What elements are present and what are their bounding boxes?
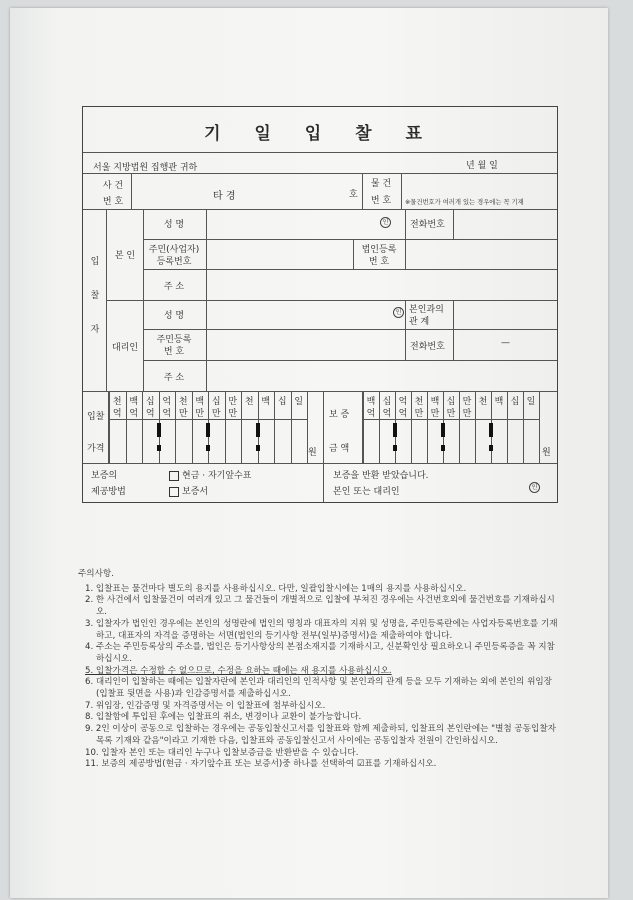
bid-group-separator [206,445,210,451]
corp-label-2: 번 호 [368,257,390,267]
case-label-2: 번 호 [102,197,124,207]
deposit-digit-label: 백 [366,397,376,407]
note-item: 1. 입찰표는 물건마다 별도의 용지를 사용하십시오. 다만, 일괄입찰시에는 1매의 용지를 사용하십시오. [85,583,467,594]
bid-digit-unit: 억 [129,409,139,419]
bid-digit-unit: 만 [195,409,205,419]
method-label-1: 보증의 [91,471,118,481]
note-item: 7. 위임장, 인감증명 및 자격증명서는 이 입찰표에 첨부하십시오. [85,700,326,711]
deposit-digit-cell[interactable] [443,420,459,462]
method-label-2: 제공방법 [91,487,126,497]
address-label: 주 소 [163,282,185,292]
deposit-group-separator [489,423,493,437]
bid-group-separator [157,423,161,437]
method-guarantee-option[interactable]: 보증서 [169,484,208,497]
notes-section [78,569,558,771]
agent-name-label: 성 명 [163,311,185,321]
deposit-digit-label: 십 [446,397,456,407]
deposit-digit-label: 일 [526,397,536,407]
deposit-label-1: 보 증 [329,410,350,420]
deposit-digit-unit: 만 [430,409,440,419]
deposit-group-separator [441,423,445,437]
bid-digit-label: 천 [244,397,254,407]
note-item: 9. 2인 이상이 공동으로 입찰하는 경우에는 공동입찰신고서를 입찰표와 함께 제출하되, 입찰표의 본인란에는 "별첨 공동입찰자목록 기재와 같음"이라고 기재한 다음, 입찰표와 공동입찰신고서 사이에는 공동입찰자 전원이 간인하십시오. [85,724,556,746]
bid-digit-label: 백 [195,397,205,407]
bid-digit-cell[interactable] [258,420,275,462]
bid-digit-label: 천 [178,397,188,407]
bid-digit-unit: 억 [162,409,172,419]
deposit-digit-label: 만 [462,397,472,407]
bid-digit-unit: 만 [211,409,221,419]
bid-digit-label: 천 [112,397,122,407]
signer-seal-icon: 인 [529,482,540,493]
note-item: 5. 입찰가격은 수정할 수 없으므로, 수정을 요하는 때에는 새 용지를 사용하십시오. [85,665,392,676]
method-cash-option[interactable]: 현금 · 자기앞수표 [169,468,251,481]
bid-digit-cell[interactable] [109,420,126,462]
deposit-digit-cell[interactable] [523,420,539,462]
deposit-digit-label: 백 [494,397,504,407]
deposit-digit-unit: 만 [462,409,472,419]
bid-group-separator [206,423,210,437]
note-item: 8. 입찰함에 투입된 후에는 입찰표의 취소, 변경이나 교환이 불가능합니다. [85,712,362,723]
notes-header: 주의사항. [78,569,114,579]
date-line: 년 월 일 [466,161,498,171]
agent-phone-label: 전화번호 [410,342,445,352]
bid-digit-label: 만 [228,397,238,407]
phone-label: 전화번호 [410,220,445,230]
deposit-digit-unit: 억 [398,409,408,419]
form-sheet [10,8,608,898]
cash-checkbox[interactable] [169,471,179,481]
agent-id-label: 주민등록 [156,335,192,345]
item-note: ※물건번호가 여러개 있는 경우에는 꼭 기재 [405,199,524,206]
deposit-digit-cell[interactable] [395,420,411,462]
return-line: 보증을 반환 받았습니다. [333,471,429,481]
principal-label: 본 인 [114,251,136,261]
bidder-label-1: 입 [90,257,100,267]
deposit-digit-label: 천 [414,397,424,407]
deposit-group-separator [393,445,397,451]
bid-group-separator [256,445,260,451]
seal-icon: 인 [380,217,391,228]
name-label: 성 명 [163,220,185,230]
deposit-digit-label: 천 [478,397,488,407]
relation-label: 본인과의 [409,305,444,315]
case-suffix: 호 [349,190,358,200]
bid-digit-label: 일 [294,397,304,407]
court-line: 서울 지방법원 집행관 귀하 [93,163,198,173]
bid-digit-cell[interactable] [175,420,192,462]
deposit-digit-label: 백 [430,397,440,407]
deposit-won: 원 [542,448,551,458]
bid-digit-cell[interactable] [225,420,242,462]
bidder-label-3: 자 [90,325,100,335]
guarantee-checkbox[interactable] [169,487,179,497]
bid-label-1: 입찰 [87,412,105,422]
deposit-group-separator [489,445,493,451]
agent-id-label-2: 번 호 [163,347,185,357]
note-item: 4. 주소는 주민등록상의 주소를, 법인은 등기사항상의 본점소재지를 기재하시고, 신분확인상 필요하오니 주민등록증을 꼭 지참하십시오. [85,642,555,664]
deposit-digit-label: 십 [510,397,520,407]
bid-label-2: 가격 [87,444,105,454]
note-item: 3. 입찰자가 법인인 경우에는 본인의 성명란에 법인의 명칭과 대표자의 지위 및 성명을, 주민등록란에는 사업자등록번호를 기재하고, 대표자의 자격을 증명하는 서면(법인의 등기사항 전부(일부)증명서)을 제출하여야 합니다. [85,618,558,641]
deposit-digit-label: 십 [382,397,392,407]
item-label: 물 건 [370,179,392,189]
bidder-label-2: 찰 [90,291,100,301]
bid-group-separator [256,423,260,437]
bid-digit-cell[interactable] [274,420,291,462]
bid-digit-label: 십 [145,397,155,407]
agent-phone-dash: — [501,338,510,348]
bid-digit-label: 억 [162,397,172,407]
deposit-digit-cell[interactable] [507,420,523,462]
bid-group-separator [157,445,161,451]
bid-digit-cell[interactable] [159,420,176,462]
deposit-digit-cell[interactable] [363,420,379,462]
bid-digit-label: 백 [261,397,271,407]
agent-address-label: 주 소 [163,373,185,383]
case-label: 사 건 [102,181,124,191]
deposit-group-separator [441,445,445,451]
note-item: 11. 보증의 제공방법(현금 · 자기앞수표 또는 보증서)중 하나를 선택하여 ☑표를 기재하십시오. [85,759,437,770]
deposit-digit-cell[interactable] [411,420,427,462]
item-label-2: 번 호 [370,196,392,206]
bid-digit-label: 십 [277,397,287,407]
deposit-digit-unit: 억 [366,409,376,419]
deposit-digit-label: 억 [398,397,408,407]
id-label: 주민(사업자) [148,245,200,255]
bid-digit-label: 백 [129,397,139,407]
note-item: 10. 입찰자 본인 또는 대리인 누구나 입찰보증금을 반환받을 수 있습니다. [85,747,359,758]
deposit-group-separator [393,423,397,437]
bid-digit-cell[interactable] [291,420,308,462]
deposit-digit-unit: 만 [414,409,424,419]
bid-won: 원 [308,448,317,458]
id-label-2: 등록번호 [156,257,192,267]
bid-digit-label: 십 [211,397,221,407]
deposit-digit-cell[interactable] [491,420,507,462]
relation-label-2: 관 계 [409,317,430,327]
case-type: 타 경 [213,191,236,202]
bid-digit-unit: 억 [145,409,155,419]
deposit-digit-unit: 만 [446,409,456,419]
bid-form [82,106,558,503]
agent-seal-icon: 인 [393,307,404,318]
note-item: 2. 한 사건에서 입찰물건이 여러개 있고 그 물건들이 개별적으로 입찰에 부쳐진 경우에는 사건번호외에 물건번호를 기재하십시오. [85,595,555,618]
deposit-digit-unit: 억 [382,409,392,419]
note-item: 6. 대리인이 입찰하는 때에는 입찰자란에 본인과 대리인의 인적사항 및 본인과의 관계 등을 모두 기재하는 외에 본인의 위임장(입찰표 뒷면을 사용)과 인감증명서를 제출하십시오. [85,677,552,700]
signer-line: 본인 또는 대리인 [333,487,400,497]
deposit-digit-cell[interactable] [459,420,475,462]
bid-digit-unit: 억 [112,409,122,419]
bid-digit-unit: 만 [228,409,238,419]
corp-label: 법인등록 [361,245,397,255]
bid-digit-cell[interactable] [208,420,225,462]
form-title: 기 일 입 찰 표 [204,124,436,144]
deposit-label-2: 금 액 [329,444,350,454]
bid-digit-unit: 만 [178,409,188,419]
bid-digit-cell[interactable] [126,420,143,462]
agent-label: 대리인 [111,343,139,353]
